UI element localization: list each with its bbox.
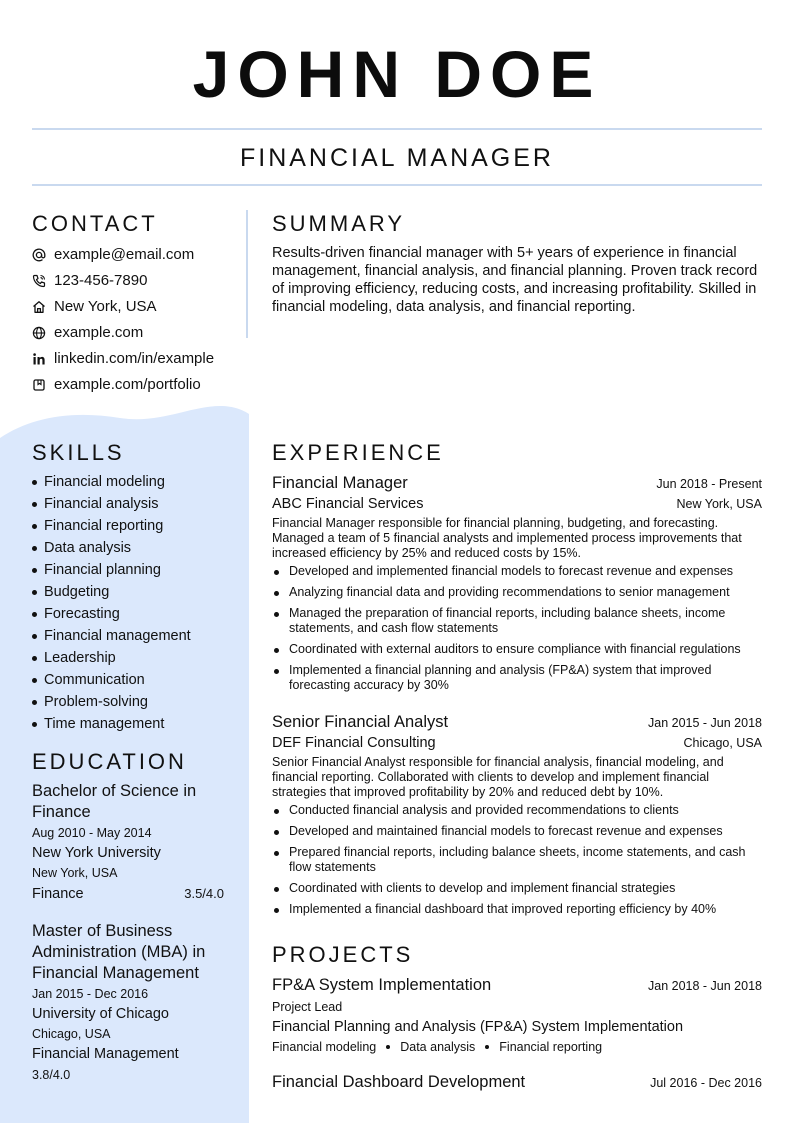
- job-entry-company: ABC Financial Services: [272, 496, 424, 512]
- list-item-text: Coordinated with external auditors to ensure compliance with financial regulations: [289, 642, 741, 656]
- linkedin-icon: [32, 352, 46, 366]
- bullet-icon: [274, 851, 279, 856]
- job-entry-description: Financial Manager responsible for financial planning, budgeting, and forecasting. Managed a team of 5 financial analysts and implemented process improvements that increased efficiency by 25% and reduced costs by 15%.: [272, 516, 742, 560]
- skill-item: [32, 625, 191, 647]
- skill-item: [32, 713, 191, 735]
- list-item: [272, 585, 762, 600]
- bullet-icon: [32, 656, 37, 661]
- list-item: [272, 803, 762, 818]
- list-item: [272, 663, 762, 693]
- edu-location: New York, USA: [32, 866, 118, 880]
- skill-label: Financial reporting: [44, 518, 164, 534]
- bullet-icon: [32, 546, 37, 551]
- project-subtitle: Financial Planning and Analysis (FP&A) System Implementation: [272, 1019, 684, 1035]
- bullet-icon: [32, 700, 37, 705]
- edu-field-row: [32, 883, 224, 905]
- bullet-icon: [32, 722, 37, 727]
- job-entry-description: Senior Financial Analyst responsible for financial analysis, financial modeling, and financial reporting. Collaborated with clients to develop and implement financial strategies that improved profitability by 20% and reduced debt by 10%.: [272, 755, 724, 799]
- bullet-icon: [274, 669, 279, 674]
- education-entry: [32, 781, 224, 905]
- project-entry: [272, 1071, 762, 1093]
- projects-heading: PROJECTS: [272, 942, 414, 967]
- contact-heading: CONTACT: [32, 211, 158, 236]
- job-entry-bullets: [272, 803, 762, 917]
- contact-website-text: example.com: [54, 324, 144, 341]
- skill-label: Financial planning: [44, 562, 161, 578]
- skill-label: Data analysis: [44, 540, 132, 556]
- bullet-icon: [32, 678, 37, 683]
- list-item: [272, 824, 762, 839]
- skill-label: Financial analysis: [44, 496, 159, 512]
- bullet-icon: [32, 590, 37, 595]
- project-dates: Jan 2018 - Jun 2018: [648, 979, 762, 993]
- contact-location-text: New York, USA: [54, 298, 157, 315]
- project-role: Project Lead: [272, 1000, 343, 1014]
- list-item-text: Conducted financial analysis and provided recommendations to clients: [289, 803, 679, 817]
- globe-icon: [32, 326, 46, 340]
- edu-field: Financial Management: [32, 1046, 179, 1062]
- job-entry: [272, 711, 762, 923]
- list-item-text: Coordinated with clients to develop and implement financial strategies: [289, 881, 676, 895]
- list-item-text: Implemented a financial dashboard that improved reporting efficiency by 40%: [289, 902, 717, 916]
- edu-location: Chicago, USA: [32, 1027, 111, 1041]
- bullet-icon: [274, 570, 279, 575]
- skill-item: [32, 669, 191, 691]
- education-heading: EDUCATION: [32, 749, 187, 774]
- skill-label: Time management: [44, 716, 165, 732]
- project-title: Financial Dashboard Development: [272, 1073, 526, 1091]
- edu-dates: Jan 2015 - Dec 2016: [32, 987, 149, 1001]
- edu-gpa: 3.5/4.0: [184, 886, 224, 901]
- bullet-icon: [274, 591, 279, 596]
- experience-heading: EXPERIENCE: [272, 440, 444, 465]
- candidate-name: JOHN DOE: [192, 37, 602, 111]
- edu-dates: Aug 2010 - May 2014: [32, 826, 152, 840]
- job-entry-location: Chicago, USA: [683, 736, 762, 750]
- contact-phone-text: 123-456-7890: [54, 272, 148, 289]
- summary-heading: SUMMARY: [272, 211, 406, 236]
- skill-item: [32, 581, 191, 603]
- job-entry-title: Financial Manager: [272, 474, 408, 492]
- header-bottom-divider: [32, 184, 762, 186]
- contact-email[interactable]: [32, 242, 214, 268]
- contact-linkedin[interactable]: [32, 346, 214, 372]
- skill-label: Forecasting: [44, 606, 120, 622]
- list-item: [272, 564, 762, 579]
- contact-list: [32, 242, 214, 398]
- home-icon: [32, 300, 46, 314]
- list-item-text: Prepared financial reports, including balance sheets, income statements, and cash flow statements: [289, 845, 746, 874]
- skill-item: [32, 691, 191, 713]
- bullet-icon: [274, 887, 279, 892]
- contact-linkedin-text: linkedin.com/in/example: [54, 350, 215, 367]
- skills-heading: SKILLS: [32, 440, 125, 465]
- skill-label: Problem-solving: [44, 694, 148, 710]
- edu-degree: Bachelor of Science in Finance: [32, 782, 197, 821]
- bullet-icon: [32, 502, 37, 507]
- skill-item: [32, 493, 191, 515]
- list-item: [272, 642, 762, 657]
- bullet-icon: [32, 568, 37, 573]
- job-entry-dates: Jan 2015 - Jun 2018: [648, 716, 762, 730]
- skill-item: [32, 559, 191, 581]
- list-item-text: Implemented a financial planning and analysis (FP&A) system that improved forecasting accuracy by 30%: [289, 663, 712, 692]
- list-item-text: Managed the preparation of financial reports, including balance sheets, income statements, and cash flow statements: [289, 606, 726, 635]
- bullet-icon: [485, 1045, 489, 1049]
- skills-list: [32, 471, 191, 735]
- job-entry-company: DEF Financial Consulting: [272, 735, 436, 751]
- job-entry-dates: Jun 2018 - Present: [656, 477, 762, 491]
- list-item: [272, 606, 762, 636]
- list-item: [272, 881, 762, 896]
- bullet-icon: [386, 1045, 390, 1049]
- summary-text: Results-driven financial manager with 5+ years of experience in financial management, financial analysis, and financial planning. Proven track record of improving efficiency, reducing costs, and increasing profitability. Skilled in financial modeling, data analysis, and financial reporting.: [272, 245, 758, 315]
- skill-item: [32, 515, 191, 537]
- contact-portfolio-text: example.com/portfolio: [54, 376, 201, 393]
- project-title: FP&A System Implementation: [272, 976, 492, 994]
- project-tags: [272, 1038, 762, 1056]
- contact-website[interactable]: [32, 320, 214, 346]
- list-item: [272, 902, 762, 917]
- skill-label: Leadership: [44, 650, 116, 666]
- job-title: FINANCIAL MANAGER: [239, 144, 554, 172]
- skill-label: Financial management: [44, 628, 191, 644]
- skill-label: Financial modeling: [44, 474, 165, 490]
- contact-portfolio[interactable]: [32, 372, 214, 398]
- skill-label: Communication: [44, 672, 145, 688]
- phone-icon: [32, 274, 46, 288]
- job-entry-title: Senior Financial Analyst: [272, 713, 449, 731]
- education-entry: [32, 921, 224, 1085]
- project-dates: Jul 2016 - Dec 2016: [650, 1076, 762, 1090]
- bullet-icon: [274, 809, 279, 814]
- job-entry-bullets: [272, 564, 762, 693]
- list-item-text: Developed and implemented financial models to forecast revenue and expenses: [289, 564, 734, 578]
- skill-item: [32, 471, 191, 493]
- contact-location: [32, 294, 214, 320]
- skill-item: [32, 603, 191, 625]
- skill-item: [32, 537, 191, 559]
- project-tag: Financial reporting: [499, 1040, 603, 1054]
- job-entry-location: New York, USA: [676, 497, 762, 511]
- contact-email-text: example@email.com: [54, 246, 195, 263]
- edu-degree: Master of Business Administration (MBA) in Financial Management: [32, 922, 206, 982]
- contact-phone[interactable]: [32, 268, 214, 294]
- edu-school: New York University: [32, 845, 161, 861]
- edu-field: Finance: [32, 886, 84, 902]
- bullet-icon: [274, 648, 279, 653]
- header-top-divider: [32, 128, 762, 130]
- list-item: [272, 845, 762, 875]
- project-tag: Financial modeling: [272, 1040, 377, 1054]
- job-entry: [272, 472, 762, 699]
- bullet-icon: [274, 908, 279, 913]
- project-entry: [272, 974, 762, 1056]
- project-tag: Data analysis: [400, 1040, 476, 1054]
- bullet-icon: [32, 480, 37, 485]
- column-divider: [246, 210, 248, 338]
- portfolio-icon: [32, 378, 46, 392]
- bullet-icon: [274, 830, 279, 835]
- edu-school: University of Chicago: [32, 1006, 169, 1022]
- bullet-icon: [32, 634, 37, 639]
- list-item-text: Developed and maintained financial models to forecast revenue and expenses: [289, 824, 723, 838]
- edu-gpa: 3.8/4.0: [32, 1068, 71, 1082]
- bullet-icon: [274, 612, 279, 617]
- list-item-text: Analyzing financial data and providing recommendations to senior management: [289, 585, 730, 599]
- at-icon: [32, 248, 46, 262]
- skill-label: Budgeting: [44, 584, 110, 600]
- bullet-icon: [32, 612, 37, 617]
- bullet-icon: [32, 524, 37, 529]
- skill-item: [32, 647, 191, 669]
